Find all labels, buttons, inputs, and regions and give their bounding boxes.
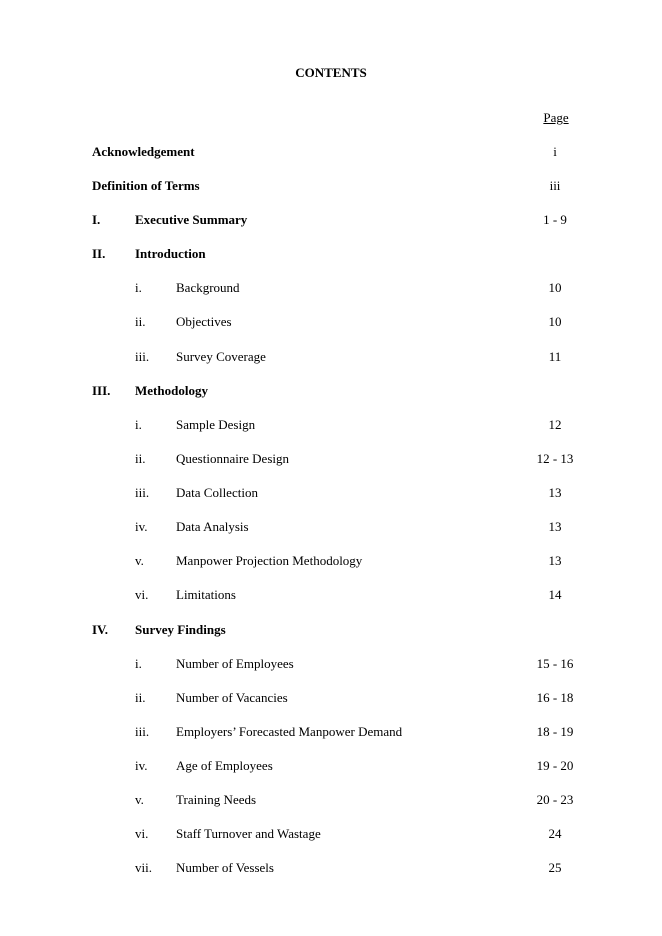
toc-subentry-label: Number of Employees <box>176 656 294 671</box>
toc-entry-label: Definition of Terms <box>92 178 200 193</box>
toc-subentry-data-analysis[interactable] <box>0 519 662 535</box>
toc-entry-page: 12 <box>548 417 562 432</box>
toc-subentry-number: iv. <box>135 519 148 534</box>
toc-subentry-label: Number of Vacancies <box>176 690 288 705</box>
toc-section-number: III. <box>92 383 111 398</box>
toc-subentry-number: i. <box>135 656 142 671</box>
toc-entry-definition-of-terms[interactable] <box>0 178 662 194</box>
toc-entry-page: i <box>553 144 557 159</box>
toc-section-number: II. <box>92 246 106 261</box>
toc-entry-acknowledgement[interactable] <box>0 144 662 160</box>
toc-subentry-label: Background <box>176 280 240 295</box>
toc-subentry-number: ii. <box>135 451 146 466</box>
toc-subentry-number-of-vacancies[interactable] <box>0 690 662 706</box>
toc-entry-page: 12 - 13 <box>536 451 574 466</box>
toc-subentry-age-of-employees[interactable] <box>0 758 662 774</box>
toc-subentry-sample-design[interactable] <box>0 417 662 433</box>
toc-subentry-number: ii. <box>135 690 146 705</box>
toc-subentry-number: i. <box>135 280 142 295</box>
toc-section-number: IV. <box>92 622 109 637</box>
toc-section-introduction[interactable] <box>0 246 662 262</box>
toc-entry-page: 13 <box>548 519 562 534</box>
toc-subentry-questionnaire-design[interactable] <box>0 451 662 467</box>
toc-section-executive-summary[interactable] <box>0 212 662 228</box>
toc-section-label: Survey Findings <box>135 622 226 637</box>
toc-entry-page: 15 - 16 <box>536 656 574 671</box>
toc-subentry-objectives[interactable] <box>0 314 662 330</box>
toc-subentry-limitations[interactable] <box>0 587 662 603</box>
toc-subentry-number: v. <box>135 553 144 568</box>
toc-entry-page: 10 <box>548 280 562 295</box>
toc-entry-page: iii <box>549 178 561 193</box>
toc-subentry-number: vi. <box>135 826 149 841</box>
toc-section-label: Executive Summary <box>135 212 248 227</box>
toc-subentry-label: Age of Employees <box>176 758 273 773</box>
toc-subentry-training-needs[interactable] <box>0 792 662 808</box>
toc-entry-page: 20 - 23 <box>536 792 574 807</box>
toc-subentry-label: Training Needs <box>176 792 257 807</box>
toc-subentry-label: Sample Design <box>176 417 256 432</box>
page-column-header: Page <box>543 110 569 125</box>
toc-entry-page: 10 <box>548 314 562 329</box>
toc-entry-page: 13 <box>548 553 562 568</box>
toc-entry-page: 14 <box>548 587 562 602</box>
toc-subentry-number: iii. <box>135 724 150 739</box>
toc-section-number: I. <box>92 212 101 227</box>
toc-subentry-label: Staff Turnover and Wastage <box>176 826 321 841</box>
toc-entry-label: Acknowledgement <box>92 144 195 159</box>
toc-subentry-label: Manpower Projection Methodology <box>176 553 363 568</box>
toc-subentry-background[interactable] <box>0 280 662 296</box>
toc-subentry-number: ii. <box>135 314 146 329</box>
toc-subentry-forecasted-manpower-demand[interactable] <box>0 724 662 740</box>
toc-entry-page: 11 <box>548 349 562 364</box>
toc-entry-page: 18 - 19 <box>536 724 574 739</box>
toc-subentry-number: iii. <box>135 349 150 364</box>
toc-section-methodology[interactable] <box>0 383 662 399</box>
toc-subentry-number: iv. <box>135 758 148 773</box>
toc-subentry-number: iii. <box>135 485 150 500</box>
toc-subentry-number-of-employees[interactable] <box>0 656 662 672</box>
toc-entry-page: 24 <box>548 826 562 841</box>
toc-subentry-survey-coverage[interactable] <box>0 349 662 365</box>
toc-entry-page: 25 <box>548 860 562 875</box>
toc-subentry-number: i. <box>135 417 142 432</box>
toc-subentry-label: Data Collection <box>176 485 258 500</box>
toc-subentry-label: Data Analysis <box>176 519 249 534</box>
toc-entry-page: 13 <box>548 485 562 500</box>
toc-section-label: Methodology <box>135 383 208 398</box>
toc-entry-page: 19 - 20 <box>536 758 574 773</box>
toc-subentry-label: Objectives <box>176 314 232 329</box>
toc-subentry-label: Limitations <box>176 587 236 602</box>
toc-subentry-label: Survey Coverage <box>176 349 266 364</box>
page-title: CONTENTS <box>295 65 367 80</box>
toc-section-survey-findings[interactable] <box>0 622 662 638</box>
toc-subentry-label: Questionnaire Design <box>176 451 290 466</box>
toc-section-label: Introduction <box>135 246 206 261</box>
toc-subentry-number-of-vessels[interactable] <box>0 860 662 876</box>
toc-subentry-data-collection[interactable] <box>0 485 662 501</box>
toc-subentry-number: v. <box>135 792 144 807</box>
toc-subentry-label: Number of Vessels <box>176 860 274 875</box>
toc-subentry-staff-turnover[interactable] <box>0 826 662 842</box>
toc-subentry-number: vi. <box>135 587 149 602</box>
toc-entry-page: 16 - 18 <box>536 690 574 705</box>
toc-subentry-number: vii. <box>135 860 152 875</box>
toc-subentry-label: Employers’ Forecasted Manpower Demand <box>176 724 403 739</box>
toc-subentry-manpower-projection-methodology[interactable] <box>0 553 662 569</box>
toc-entry-page: 1 - 9 <box>543 212 567 227</box>
